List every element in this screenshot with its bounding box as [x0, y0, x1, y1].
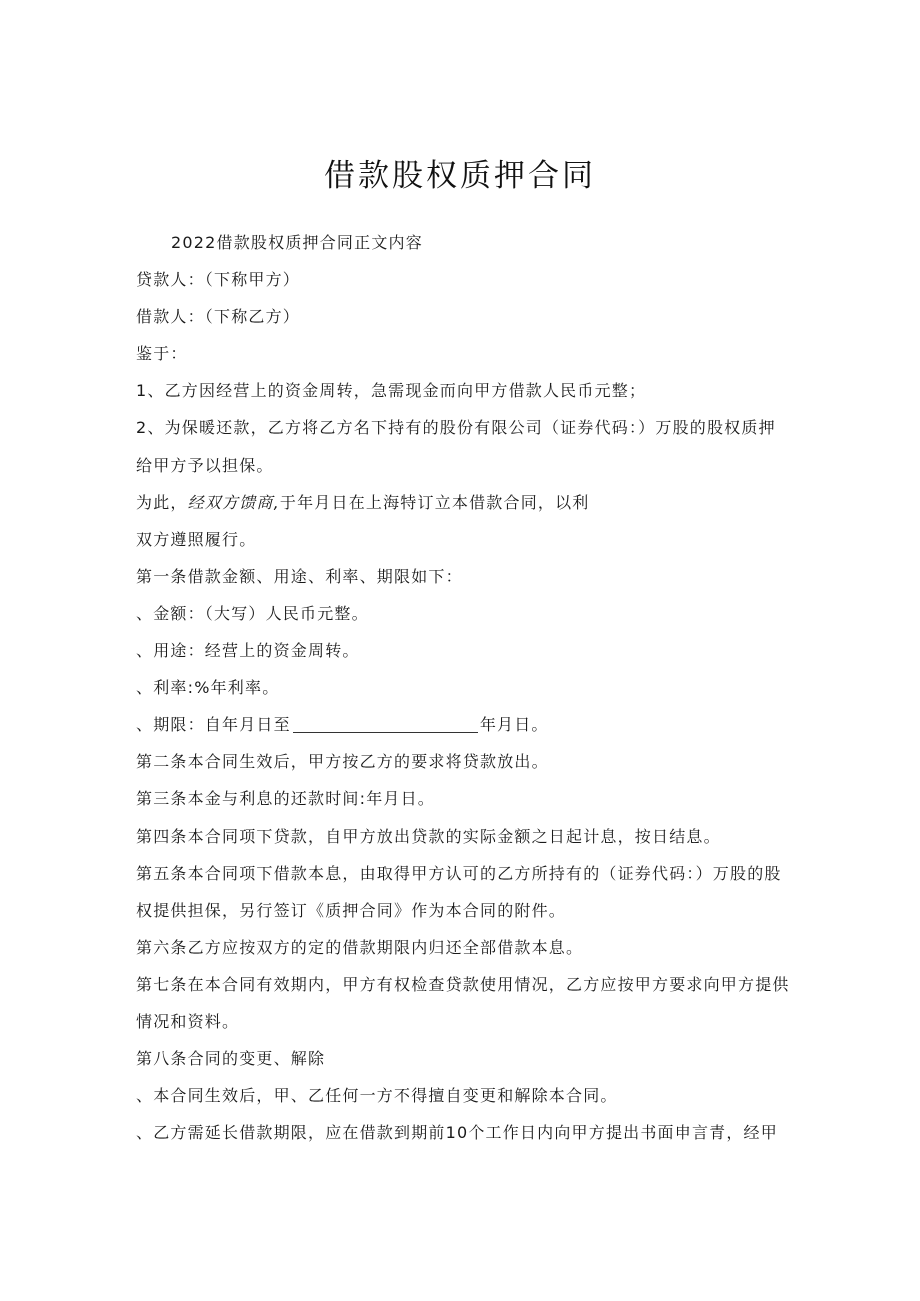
article-3: 第三条本金与利息的还款时间:年月日。	[136, 789, 435, 809]
article-1-amount: 、金额：（大写）人民币元整。	[136, 603, 369, 623]
intro-line: 2022借款股权质押合同正文内容	[171, 233, 423, 252]
article-1-use: 、用途：经营上的资金周转。	[136, 641, 360, 661]
therefore-line	[136, 484, 796, 521]
therefore-continuation: 双方遵照履行。	[136, 529, 257, 549]
article-4: 第四条本合同项下贷款，自甲方放出贷款的实际金额之日起计息，按日结息。	[136, 826, 721, 846]
article-1-term	[136, 706, 796, 743]
lender-line: 贷款人：（下称甲方）	[136, 270, 301, 290]
contract-body	[136, 224, 796, 1151]
therefore-italic: 经双方馈商,	[187, 492, 280, 512]
article-1-rate: 、利率:%年利率。	[136, 678, 280, 698]
article-5-line-1: 第五条本合同项下借款本息，由取得甲方认可的乙方所持有的（证券代码：）万股的股	[136, 863, 782, 883]
blank-underline	[293, 714, 478, 733]
article-7-line-1: 第七条在本合同有效期内，甲方有权检查贷款使用情况，乙方应按甲方要求向甲方提供	[136, 974, 790, 994]
document-title: 借款股权质押合同	[324, 158, 596, 194]
article-7-line-2: 情况和资料。	[136, 1011, 240, 1031]
therefore-prefix: 为此，	[136, 492, 188, 512]
article-1-heading: 第一条借款金额、用途、利率、期限如下：	[136, 566, 463, 586]
article-6: 第六条乙方应按双方的定的借款期限内归还全部借款本息。	[136, 937, 584, 957]
article-8-item-1: 、本合同生效后，甲、乙任何一方不得擅自变更和解除本合同。	[136, 1086, 618, 1106]
term-start: 、期限：自年月日至	[136, 715, 291, 735]
borrower-line: 借款人：（下称乙方）	[136, 307, 301, 327]
article-5-line-2: 权提供担保，另行签订《质押合同》作为本合同的附件。	[136, 900, 567, 920]
term-end: 年月日。	[479, 715, 549, 735]
therefore-suffix: 于年月日在上海特订立本借款合同，以利	[279, 492, 590, 512]
clause-2-line-2: 给甲方予以担保。	[136, 455, 274, 475]
whereas-line: 鉴于：	[136, 344, 188, 364]
clause-1: 1、乙方因经营上的资金周转，急需现金而向甲方借款人民币元整；	[136, 381, 647, 401]
article-2: 第二条本合同生效后，甲方按乙方的要求将贷款放出。	[136, 752, 549, 772]
article-8-item-2: 、乙方需延长借款期限，应在借款到期前10个工作日内向甲方提出书面申言青，经甲	[136, 1123, 778, 1143]
article-8-heading: 第八条合同的变更、解除	[136, 1049, 326, 1069]
clause-2-line-1: 2、为保暖还款，乙方将乙方名下持有的股份有限公司（证券代码：）万股的股权质押	[136, 418, 776, 438]
